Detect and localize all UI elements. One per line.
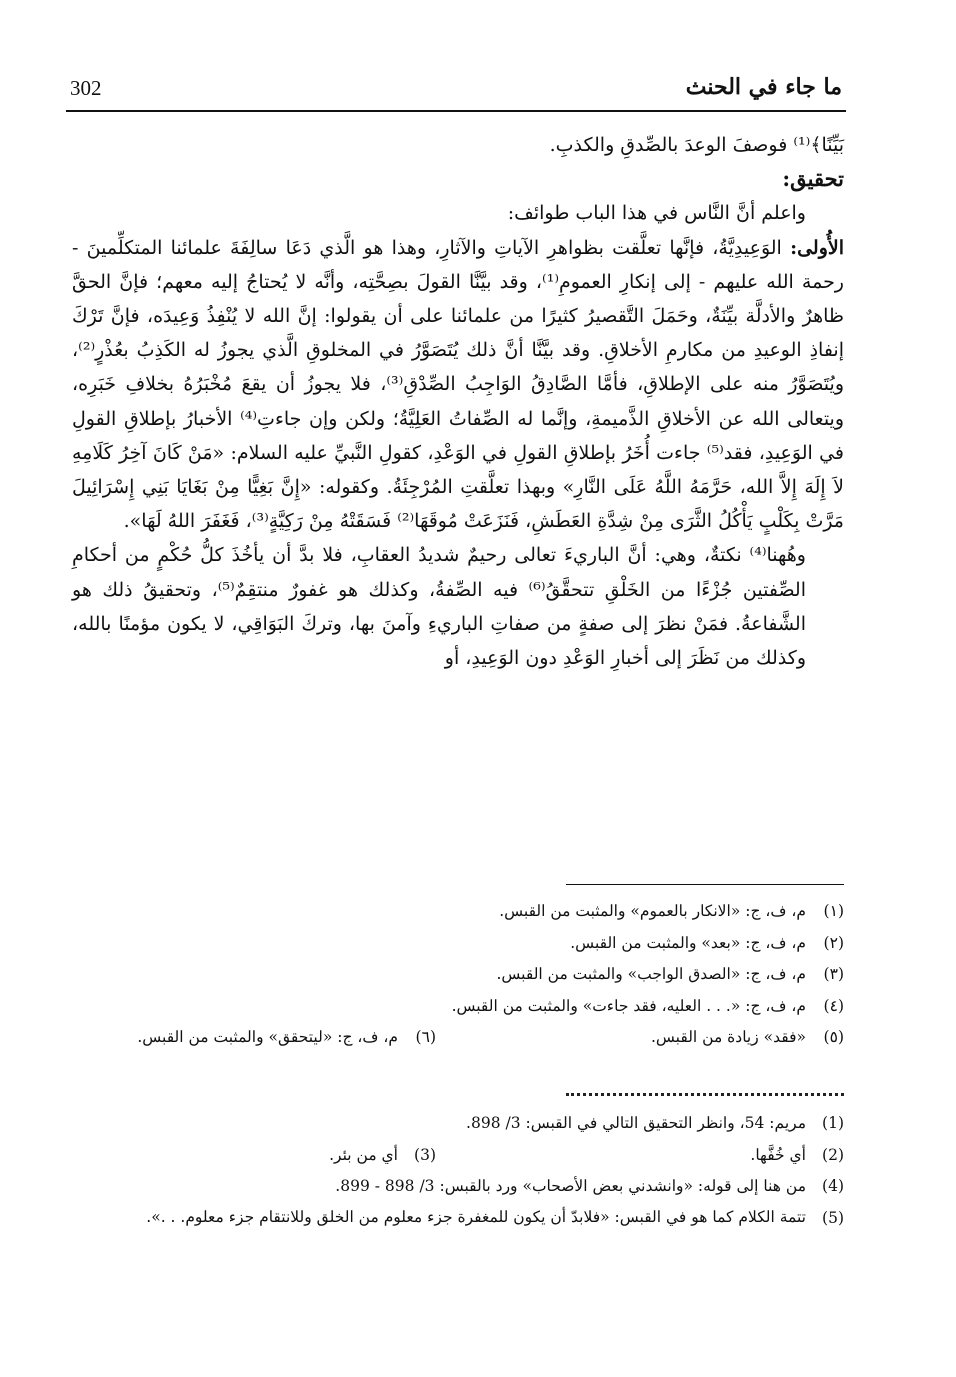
footnote-text: م، ف، ج: «ليتحقق» والمثبت من القبس. [137,1028,398,1046]
footnote-item-split [66,1022,844,1054]
footnote-number: (١) [823,902,844,920]
opening-line: بَيِّنًا﴾⁽¹⁾ فوصفَ الوعدَ بالصِّدقِ والكذبِ. [549,134,844,156]
footnote-number: (٢) [823,933,844,952]
footnote-number: (٦) [415,1028,436,1046]
footnote-text: أي من بئر. [329,1145,398,1164]
footnote-number: (3) [414,1145,436,1164]
footnote-number: (٥) [823,1028,844,1046]
page-header [66,74,846,112]
footnote-text: أي خُفَّها. [750,1145,806,1164]
footnote-text: م، ف، ج: «. . . العليه، فقد جاءت» والمثبت من القبس. [451,996,806,1015]
footnote-number: (2) [822,1145,844,1164]
paragraph-body: الوَعِيدِيَّةُ، فإنَّها تعلَّقت بظواهرِ الآياتِ والآثارِ، وهذا هو الَّذي دَعَا سالِفَةَ علمائنا المتكلِّمينَ - رحمة الله عليهم - إلى إنكارِ العمومِ⁽¹⁾، وقد بيَّنَّا القولَ بصِحَّتِه، وأنَّه لا يُحتاجُ إليه معهم؛ فإنَّ الحقَّ ظاهرٌ والأدلَّة بيِّنَةٌ، وحَمَلَ التَّقصيرُ كثيرًا من علمائنا على أن يقولوا: إنَّ الله لا يُنْفِذُ وَعِيدَه، فإنَّ تَرْكَ إنفاذِ الوعيدِ من مكارمِ الأخلاقِ. وقد بيَّنَّا أنَّ ذلك يُتَصَوَّرُ في المخلوقِ الَّذي يجوزُ له الكَذِبُ بعُذْرٍ⁽²⁾، ويُتَصَوَّرُ منه على الإطلاقِ، فأمَّا الصَّادِقُ الوَاجِبُ الصِّدْقِ⁽³⁾، فلا يجوزُ أن يقعَ مُخْبَرُهُ بخلافِ خَبَرِه، ويتعالى الله عن الأخلاقِ الذَّميمةِ، وإنَّما له الصِّفاتُ العَلِيَّةُ؛ ولكن وإن جاءتِ⁽⁴⁾ الأخبارُ بإطلاقِ القولِ في الوَعِيدِ، فقد⁽⁵⁾ جاءت أُخَرُ بإطلاقِ القولِ في الوَعْدِ، كقولِ النَّبيِّ عليه السلام: «مَنْ كَانَ آخِرُ كَلَامِهِ لاَ إِلَهَ إِلاَّ الله، حَرَّمَهُ اللَّهُ عَلَى النَّارِ» وبهذا تعلَّقتِ المُرْجِئَةُ. وكقوله: «إِنَّ بَغِيًّا مِنْ بَغَايَا بَنِي إِسْرَائِيلَ مَرَّتْ بِكَلْبٍ يَأْكُلُ الثَّرَى مِنْ شِدَّةِ العَطَشِ، فَنَزَعَتْ مُوقَهَا⁽²⁾ فَسَقَتْهُ مِنْ رَكِيَّةٍ⁽³⁾، فَغَفَرَ اللهُ لَهَا». [72,236,845,533]
footnote-text: من هنا إلى قوله: «وانشدني بعض الأصحاب» ورد بالقبس: 3/ 898 - 899. [335,1177,806,1195]
footnote-number: (٣) [823,965,844,983]
footnote-dotted-separator [566,1093,844,1096]
footnote-item [66,1171,844,1203]
footnote-text: «فقد» زيادة من القبس. [650,1028,806,1046]
footnote-split-row [66,1022,806,1054]
footnote-half [436,1140,806,1172]
section-heading: تحقيق: [782,166,844,192]
variant-footnotes [66,896,844,1054]
footnote-number: (٤) [823,996,844,1015]
footnote-number: (1) [822,1114,844,1132]
footnote-text: تتمة الكلام كما هو في القبس: «فلابدّ أن يكون للمغفرة جزء معلوم من الخلق وللانتقام جزء معلوم. . .». [146,1207,806,1226]
paragraph-first-group [72,231,844,539]
footnote-number: (4) [822,1177,844,1195]
footnote-text: م، ف، ج: «الانكار بالعموم» والمثبت من القبس. [499,902,806,920]
footnote-number: (5) [822,1208,844,1227]
footnote-item [66,959,844,991]
footnote-item [66,991,844,1023]
footnote-split-row [66,1140,806,1172]
editor-footnotes [66,1108,844,1234]
footnote-text: مريم: 54، وانظر التحقيق التالي في القبس: 3/ 898. [466,1114,806,1132]
footnote-item-split [66,1140,844,1172]
footnote-half [66,1140,436,1172]
footnote-item [66,1203,844,1235]
footnote-half [436,1022,806,1054]
footnote-text: م، ف، ج: «الصدق الواجب» والمثبت من القبس. [496,965,806,983]
paragraph-lead: الأُولى: [790,236,844,259]
footnote-item [66,928,844,960]
footnote-half [66,1022,436,1054]
intro-paragraph: واعلم أنَّ النَّاس في هذا الباب طوائف: [507,202,806,225]
footnote-text: م، ف، ج: «بعد» والمثبت من القبس. [570,933,806,952]
footnote-separator [566,884,844,885]
main-text [72,128,844,675]
footnote-item [66,896,844,928]
running-title: ما جاء في الحنث [685,74,842,100]
footnote-item [66,1108,844,1140]
page-number: 302 [70,76,102,100]
paragraph-nukta: وهُهنا⁽⁴⁾ نكتةٌ، وهي: أنَّ الباريءَ تعالى رحيمٌ شديدُ العقابِ، فلا بدَّ أن يأخُذَ كلُّ حُكْمٍ من أحكامِ الصِّفتين جُزْءًا من الخَلْقِ تتحقَّقُ⁽⁶⁾ فيه الصِّفةُ، وكذلك هو غفورٌ منتقِمٌ⁽⁵⁾، وتحقيقُ ذلك هو الشَّفاعةُ. فمَنْ نظرَ إلى صفةٍ من صفاتِ الباريءِ وآمنَ بها، وتركَ البَوَاقِي، لا يكون مؤمنًا بالله، وكذلك من نَظَرَ إلى أخبارِ الوَعْدِ دون الوَعِيدِ، أو [72,544,806,670]
